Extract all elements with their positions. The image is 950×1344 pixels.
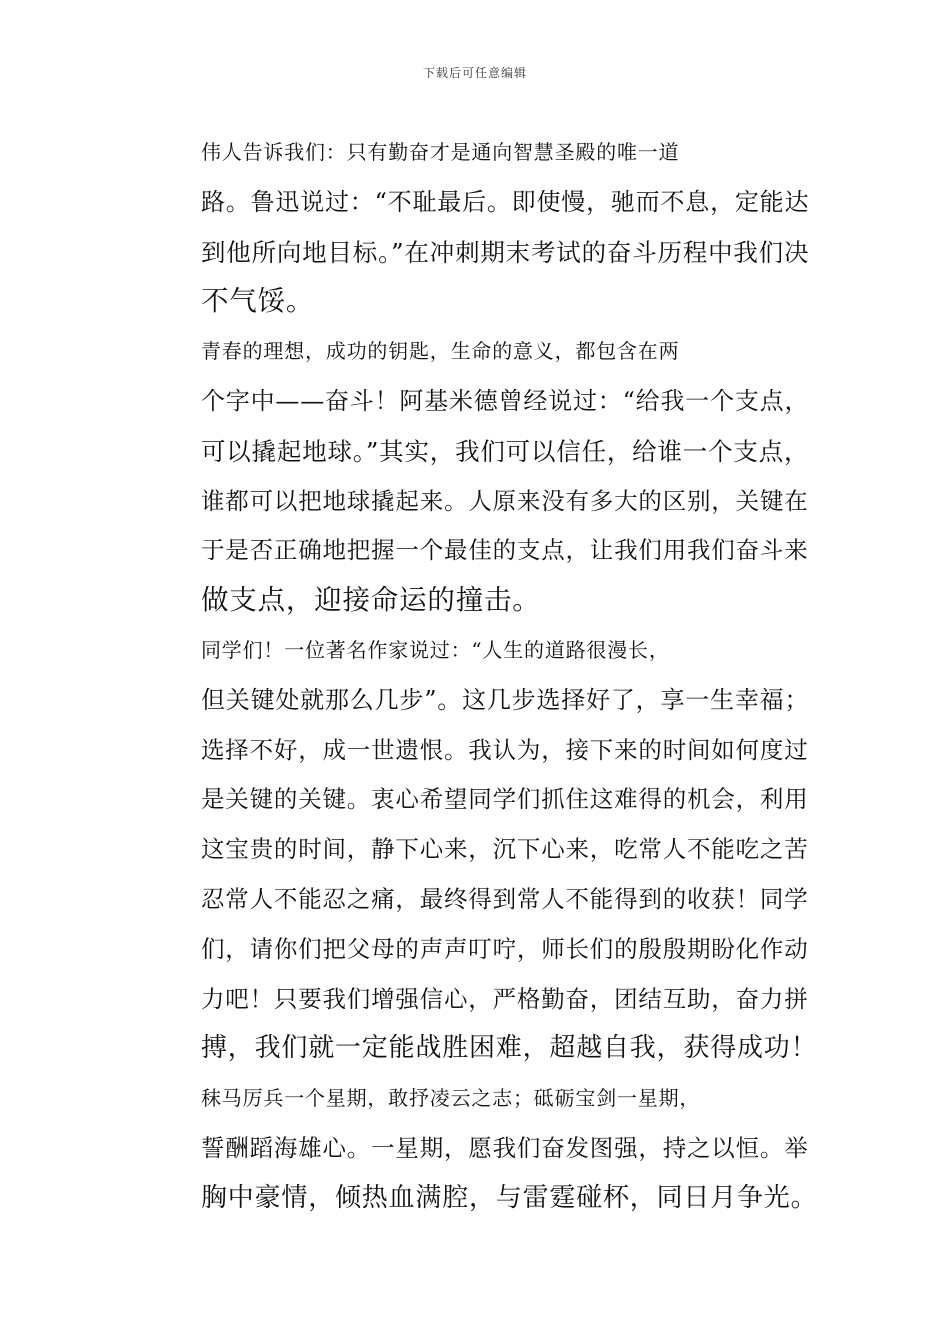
- paragraph-line: 可以撬起地球。”其实，我们可以信任，给谁一个支点，: [201, 436, 810, 466]
- paragraph-line: 不气馁。: [201, 285, 315, 318]
- paragraph-line: 们，请你们把父母的声声叮咛，师长们的殷殷期盼化作动: [201, 934, 809, 963]
- body-text: [146, 128, 818, 1224]
- paragraph-line: 是关键的关键。衷心希望同学们抓住这难得的机会，利用: [201, 785, 809, 814]
- paragraph-3: [146, 626, 818, 1074]
- paragraph-1: [146, 128, 818, 327]
- paragraph-line: 力吧！只要我们增强信心，严格勤奋，团结互助，奋力拼: [201, 984, 809, 1013]
- paragraph-line: 做支点，迎接命运的撞击。: [201, 584, 541, 617]
- paragraph-line: 忍常人不能忍之痛，最终得到常人不能得到的收获！同学: [201, 884, 809, 913]
- paragraph-line: 青春的理想，成功的钥匙，生命的意义，都包含在两: [201, 339, 680, 364]
- paragraph-line: 于是否正确地把握一个最佳的支点，让我们用我们奋斗来: [201, 536, 809, 565]
- paragraph-line: 个字中——奋斗！阿基米德曾经说过：“给我一个支点，: [201, 386, 810, 415]
- header-note: 下载后可任意编辑: [422, 66, 527, 80]
- paragraph-line: 这宝贵的时间，静下心来，沉下心来，吃常人不能吃之苦: [201, 835, 809, 864]
- paragraph-line: 伟人告诉我们：只有勤奋才是通向智慧圣殿的唯一道: [201, 140, 680, 164]
- paragraph-line: 胸中豪情，倾热血满腔，与雷霆碰杯，同日月争光。: [201, 1182, 818, 1213]
- paragraph-line: 但关键处就那么几步”。这几步选择好了，享一生幸福；: [201, 685, 810, 714]
- paragraph-2: [146, 327, 818, 626]
- paragraph-line: 秣马厉兵一个星期，敢抒凌云之志；砥砺宝剑一星期，: [201, 1086, 701, 1111]
- paragraph-line: 谁都可以把地球撬起来。人原来没有多大的区别，关键在: [201, 486, 809, 515]
- paragraph-line: 誓酬蹈海雄心。一星期，愿我们奋发图强，持之以恒。举: [201, 1133, 809, 1162]
- paragraph-line: 搏，我们就一定能战胜困难，超越自我，获得成功！: [201, 1033, 818, 1064]
- paragraph-line: 路。鲁迅说过：“不耻最后。即使慢，驰而不息，定能达: [201, 187, 810, 216]
- paragraph-line: 选择不好，成一世遗恨。我认为，接下来的时间如何度过: [201, 735, 809, 764]
- paragraph-4: [146, 1074, 818, 1223]
- paragraph-line: 同学们！一位著名作家说过：“人生的道路很漫长，: [201, 637, 670, 662]
- paragraph-line: 到他所向地目标。”在冲刺期末考试的奋斗历程中我们决: [201, 237, 810, 267]
